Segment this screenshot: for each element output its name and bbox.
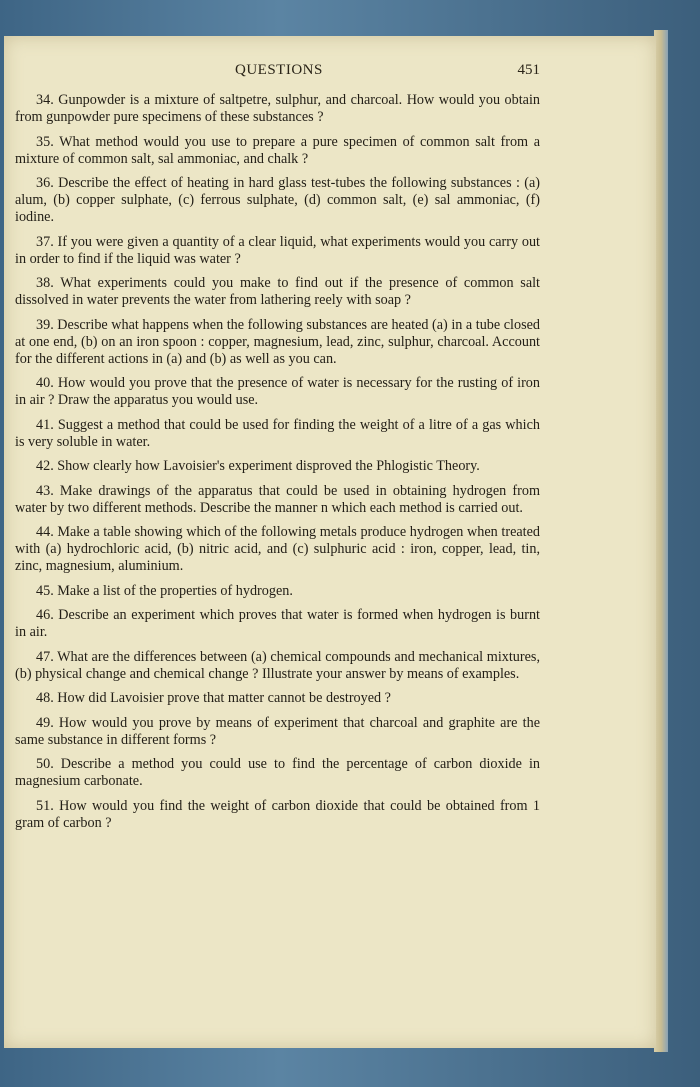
page-header [20, 62, 540, 84]
question-43: 43. Make drawings of the apparatus that could be used in obtaining hydrogen from water by two different methods. Describe the manner n which each method is carried out. [15, 482, 540, 516]
question-42: 42. Show clearly how Lavoisier's experiment disproved the Phlogistic Theory. [36, 458, 480, 474]
question-34: 34. Gunpowder is a mixture of saltpetre, sulphur, and charcoal. How would you obtain from gunpowder pure specimens of these substances ? [15, 92, 540, 125]
question-list [15, 92, 540, 839]
question-38: 38. What experiments could you make to find out if the presence of common salt dissolved in water prevents the water from lathering reely with soap ? [15, 275, 540, 308]
question-45: 45. Make a list of the properties of hydrogen. [36, 582, 293, 599]
question-37: 37. If you were given a quantity of a clear liquid, what experiments would you carry out in order to find if the liquid was water ? [15, 233, 540, 267]
page-number: 451 [517, 62, 540, 78]
question-35: 35. What method would you use to prepare a pure specimen of common salt from a mixture of common salt, sal ammoniac, and chalk ? [15, 133, 540, 167]
question-40: 40. How would you prove that the presence of water is necessary for the rusting of iron in air ? Draw the apparatus you would use. [15, 375, 540, 408]
question-50: 50. Describe a method you could use to find the percentage of carbon dioxide in magnesium carbonate. [15, 756, 540, 789]
question-46: 46. Describe an experiment which proves that water is formed when hydrogen is burnt in air. [15, 607, 540, 640]
question-47: 47. What are the differences between (a) chemical compounds and mechanical mixtures, (b) physical change and chemical change ? Illustrate your answer by means of examples. [15, 648, 540, 682]
question-49: 49. How would you prove by means of experiment that charcoal and graphite are the same substance in different forms ? [15, 714, 540, 748]
question-41: 41. Suggest a method that could be used for finding the weight of a litre of a gas which is very soluble in water. [15, 416, 540, 450]
question-39: 39. Describe what happens when the following substances are heated (a) in a tube closed at one end, (b) on an iron spoon : copper, magnesium, lead, zinc, sulphur, charcoal. Account for the different actions in (a) and (b) as well as you can. [15, 316, 540, 367]
running-title: QUESTIONS [235, 62, 323, 78]
question-51: 51. How would you find the weight of carbon dioxide that could be obtained from 1 gram of carbon ? [15, 797, 540, 831]
question-36: 36. Describe the effect of heating in hard glass test-tubes the following substances : (a) alum, (b) copper sulphate, (c) ferrous sulphate, (d) common salt, (e) sal ammoniac, (f) iodine. [15, 175, 540, 225]
question-48: 48. How did Lavoisier prove that matter cannot be destroyed ? [36, 690, 391, 706]
question-44: 44. Make a table showing which of the following metals produce hydrogen when treated with (a) hydrochloric acid, (b) nitric acid, and (c) sulphuric acid : iron, copper, lead, tin, zinc, magnesium, aluminium. [15, 524, 540, 574]
page-edge [654, 30, 668, 1052]
